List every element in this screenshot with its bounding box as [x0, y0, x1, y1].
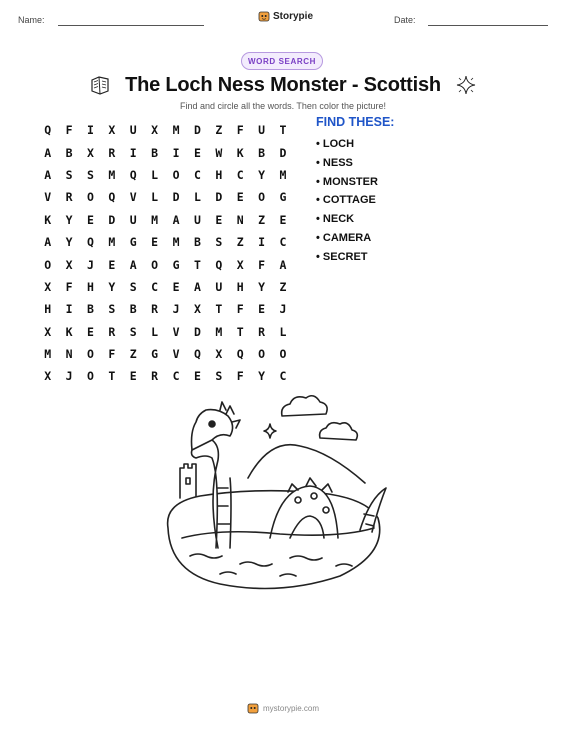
grid-letter[interactable]: X [193, 302, 201, 317]
grid-letter[interactable]: F [65, 279, 73, 294]
word-search-badge: WORD SEARCH [241, 52, 323, 70]
grid-letter[interactable]: A [193, 279, 201, 294]
grid-row [37, 231, 294, 253]
date-line[interactable] [428, 25, 548, 26]
grid-letter[interactable]: O [258, 190, 266, 205]
grid-letter[interactable]: Y [258, 279, 266, 294]
nessie-illustration [160, 388, 390, 598]
grid-letter[interactable]: Y [258, 369, 266, 384]
grid-letter[interactable]: M [108, 167, 116, 182]
grid-letter[interactable]: K [236, 145, 244, 160]
grid-row [37, 321, 294, 343]
grid-letter[interactable]: F [258, 257, 266, 272]
grid-letter[interactable]: X [151, 123, 159, 138]
grid-letter[interactable]: Q [193, 347, 201, 362]
grid-letter[interactable]: Q [108, 190, 116, 205]
grid-row [37, 164, 294, 186]
grid-letter[interactable]: A [279, 257, 287, 272]
grid-letter[interactable]: J [87, 257, 94, 272]
grid-letter[interactable]: E [193, 369, 201, 384]
grid-letter[interactable]: I [129, 145, 137, 160]
grid-letter[interactable]: T [108, 369, 116, 384]
grid-letter[interactable]: E [172, 279, 180, 294]
grid-letter[interactable]: X [215, 347, 223, 362]
grid-letter[interactable]: H [87, 279, 94, 294]
grid-letter[interactable]: M [279, 167, 287, 182]
grid-letter[interactable]: M [151, 212, 159, 227]
grid-letter[interactable]: B [151, 145, 159, 160]
grid-letter[interactable]: D [279, 145, 287, 160]
grid-letter[interactable]: V [129, 190, 137, 205]
grid-letter[interactable]: D [108, 212, 116, 227]
grid-letter[interactable]: B [129, 302, 137, 317]
name-label: Name: [18, 15, 45, 25]
grid-letter[interactable]: U [215, 279, 223, 294]
grid-letter[interactable]: C [279, 369, 287, 384]
grid-letter[interactable]: D [193, 324, 201, 339]
word-item: • COTTAGE [316, 194, 376, 207]
grid-letter[interactable]: H [44, 302, 52, 317]
grid-letter[interactable]: M [108, 235, 116, 250]
grid-letter[interactable]: X [87, 145, 94, 160]
grid-row [37, 365, 294, 387]
grid-letter[interactable]: C [236, 167, 244, 182]
grid-letter[interactable]: G [279, 190, 287, 205]
grid-letter[interactable]: R [108, 324, 116, 339]
book-icon [89, 74, 111, 96]
grid-letter[interactable]: E [258, 302, 266, 317]
grid-letter[interactable]: O [87, 190, 94, 205]
grid-letter[interactable]: G [129, 235, 137, 250]
grid-letter[interactable]: S [108, 302, 116, 317]
grid-letter[interactable]: Q [215, 257, 223, 272]
grid-letter[interactable]: L [279, 324, 287, 339]
find-these-heading: FIND THESE: [316, 115, 395, 129]
grid-letter[interactable]: L [151, 190, 159, 205]
grid-letter[interactable]: E [151, 235, 159, 250]
grid-letter[interactable]: Z [279, 279, 287, 294]
grid-row [37, 298, 294, 320]
grid-letter[interactable]: E [87, 212, 94, 227]
grid-letter[interactable]: M [172, 235, 180, 250]
grid-letter[interactable]: Z [129, 347, 137, 362]
brand-name: Storypie [273, 10, 314, 22]
storypie-footer-icon [247, 702, 259, 714]
grid-letter[interactable]: M [44, 347, 52, 362]
grid-letter[interactable]: E [236, 190, 244, 205]
grid-letter[interactable]: X [44, 369, 52, 384]
grid-letter[interactable]: K [65, 324, 73, 339]
grid-letter[interactable]: K [44, 212, 52, 227]
instructions: Find and circle all the words. Then color the picture! [180, 101, 386, 111]
grid-letter[interactable]: A [129, 257, 137, 272]
grid-letter[interactable]: Q [87, 235, 94, 250]
sparkle-icon [455, 74, 477, 96]
grid-letter[interactable]: U [129, 123, 137, 138]
grid-letter[interactable]: J [172, 302, 180, 317]
grid-letter[interactable]: F [108, 347, 116, 362]
grid-letter[interactable]: A [44, 145, 52, 160]
grid-letter[interactable]: Y [65, 212, 73, 227]
grid-letter[interactable]: O [44, 257, 52, 272]
title-row [0, 70, 566, 100]
grid-row [37, 141, 294, 163]
grid-letter[interactable]: I [87, 123, 94, 138]
word-item: • LOCH [316, 138, 355, 150]
grid-letter[interactable]: R [151, 369, 159, 384]
grid-letter[interactable]: J [279, 302, 287, 317]
grid-letter[interactable]: G [172, 257, 180, 272]
grid-letter[interactable]: R [65, 190, 73, 205]
grid-letter[interactable]: T [193, 257, 201, 272]
grid-letter[interactable]: U [129, 212, 137, 227]
grid-letter[interactable]: V [44, 190, 52, 205]
word-list [316, 135, 378, 267]
grid-letter[interactable]: T [215, 302, 223, 317]
grid-letter[interactable]: H [215, 167, 223, 182]
grid-letter[interactable]: R [108, 145, 116, 160]
grid-letter[interactable]: Z [258, 212, 266, 227]
grid-letter[interactable]: O [258, 347, 266, 362]
grid-letter[interactable]: T [279, 123, 287, 138]
grid-letter[interactable]: U [258, 123, 266, 138]
page-title: The Loch Ness Monster - Scottish [125, 73, 441, 96]
grid-letter[interactable]: C [279, 235, 287, 250]
grid-letter[interactable]: E [108, 257, 116, 272]
grid-letter[interactable]: Q [44, 123, 52, 138]
brand-logo [258, 10, 313, 22]
grid-letter[interactable]: N [236, 212, 244, 227]
grid-letter[interactable]: S [215, 235, 223, 250]
grid-letter[interactable]: L [151, 324, 159, 339]
grid-row [37, 186, 294, 208]
grid-letter[interactable]: I [172, 145, 180, 160]
name-line[interactable] [58, 25, 204, 26]
grid-letter[interactable]: X [44, 279, 52, 294]
grid-letter[interactable]: L [193, 190, 201, 205]
grid-letter[interactable]: Z [215, 123, 223, 138]
grid-letter[interactable]: O [151, 257, 159, 272]
grid-letter[interactable]: O [87, 369, 94, 384]
grid-letter[interactable]: V [172, 347, 180, 362]
grid-letter[interactable]: W [215, 145, 223, 160]
grid-letter[interactable]: A [44, 167, 52, 182]
grid-letter[interactable]: I [65, 302, 73, 317]
date-label: Date: [394, 15, 416, 25]
grid-letter[interactable]: Q [236, 347, 244, 362]
grid-letter[interactable]: X [108, 123, 116, 138]
grid-letter[interactable]: X [44, 324, 52, 339]
grid-letter[interactable]: C [193, 167, 201, 182]
grid-letter[interactable]: Y [258, 167, 266, 182]
grid-letter[interactable]: X [65, 257, 73, 272]
grid-letter[interactable]: O [87, 347, 94, 362]
grid-letter[interactable]: O [172, 167, 180, 182]
grid-letter[interactable]: F [236, 302, 244, 317]
grid-letter[interactable]: M [215, 324, 223, 339]
word-item: • SECRET [316, 250, 368, 263]
footer-url[interactable]: mystorypie.com [262, 703, 319, 713]
grid-letter[interactable]: S [215, 369, 223, 384]
grid-letter[interactable]: B [193, 235, 201, 250]
grid-letter[interactable]: C [172, 369, 180, 384]
grid-letter[interactable]: B [87, 302, 94, 317]
grid-letter[interactable]: A [44, 235, 52, 250]
grid-letter[interactable]: N [65, 347, 73, 362]
grid-letter[interactable]: L [151, 167, 159, 182]
grid-letter[interactable]: B [65, 145, 73, 160]
grid-letter[interactable]: F [65, 123, 73, 138]
word-item: • CAMERA [316, 231, 372, 244]
grid-letter[interactable]: D [193, 123, 201, 138]
grid-letter[interactable]: F [236, 123, 244, 138]
footer [0, 702, 566, 714]
grid-letter[interactable]: S [129, 279, 137, 294]
grid-letter[interactable]: D [215, 190, 223, 205]
grid-row [37, 343, 294, 365]
grid-letter[interactable]: M [172, 123, 180, 138]
grid-letter[interactable]: E [279, 212, 287, 227]
grid-letter[interactable]: S [87, 167, 94, 182]
grid-letter[interactable]: B [258, 145, 266, 160]
word-item: • MONSTER [316, 175, 378, 188]
grid-letter[interactable]: I [258, 235, 266, 250]
grid-letter[interactable]: Q [129, 167, 137, 182]
grid-letter[interactable]: E [129, 369, 137, 384]
grid-letter[interactable]: Z [236, 235, 244, 250]
grid-letter[interactable]: V [172, 324, 180, 339]
grid-letter[interactable]: U [193, 212, 201, 227]
grid-letter[interactable]: E [215, 212, 223, 227]
grid-letter[interactable]: H [236, 279, 244, 294]
grid-letter[interactable]: E [87, 324, 94, 339]
grid-letter[interactable]: R [151, 302, 159, 317]
word-item: • NECK [316, 213, 355, 226]
grid-letter[interactable]: T [236, 324, 244, 339]
grid-letter[interactable]: G [151, 347, 159, 362]
grid-letter[interactable]: R [258, 324, 266, 339]
grid-row [37, 119, 294, 141]
grid-letter[interactable]: A [172, 212, 180, 227]
grid-row [37, 276, 294, 298]
word-search-grid[interactable] [37, 119, 294, 388]
word-item: • NESS [316, 156, 353, 169]
grid-letter[interactable]: O [279, 347, 287, 362]
grid-row [37, 209, 294, 231]
grid-row [37, 253, 294, 275]
grid-letter[interactable]: E [193, 145, 201, 160]
grid-letter[interactable]: Y [108, 279, 116, 294]
grid-letter[interactable]: Y [65, 235, 73, 250]
storypie-logo-icon [258, 10, 270, 22]
grid-letter[interactable]: F [236, 369, 244, 384]
grid-letter[interactable]: C [151, 279, 159, 294]
grid-letter[interactable]: S [129, 324, 137, 339]
grid-letter[interactable]: S [65, 167, 73, 182]
grid-letter[interactable]: X [236, 257, 244, 272]
grid-letter[interactable]: J [65, 369, 73, 384]
grid-letter[interactable]: D [172, 190, 180, 205]
